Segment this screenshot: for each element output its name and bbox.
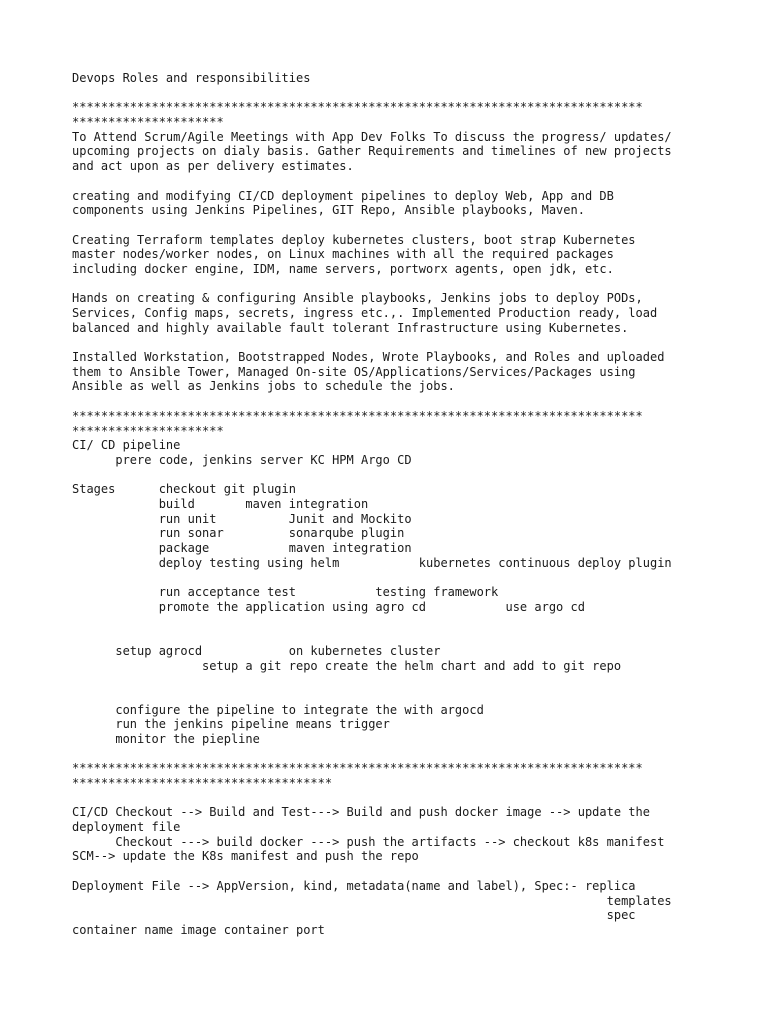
responsibility-paragraph: Hands on creating & configuring Ansible playbooks, Jenkins jobs to deploy PODs, Services, Config maps, secrets, ingress etc.,. Implemented Production ready, load balanced and highly available fault tolerant Infrastructure using Kubernetes. [72, 291, 658, 335]
stage-line: run acceptance test testing framework [72, 585, 499, 600]
responsibility-paragraph: Installed Workstation, Bootstrapped Nodes, Wrote Playbooks, and Roles and uploaded them to Ansible Tower, Managed On-site OS/Applications/Services/Packages using Ansible as well as Jenkins jobs to schedule the jobs. [72, 350, 665, 394]
stage-line: Stages checkout git plugin [72, 482, 296, 497]
separator-rule: ******************************************************************************* ************************************ [72, 761, 643, 791]
responsibility-paragraph: To Attend Scrum/Agile Meetings with App Dev Folks To discuss the progress/ updates/ upcoming projects on dialy basis. Gather Requirements and timelines of new projects and act upon as per delivery estimates. [72, 129, 672, 174]
stage-line: build maven integration [72, 496, 369, 511]
responsibility-paragraph: creating and modifying CI/CD deployment pipelines to deploy Web, App and DB components using Jenkins Pipelines, GIT Repo, Ansible playbooks, Maven. [72, 188, 614, 218]
pipeline-configure: configure the pipeline to integrate the with argocd run the jenkins pipeline means trigger monitor the piepline [72, 702, 484, 746]
pipeline-heading: CI/ CD pipeline [72, 438, 181, 453]
document-page [72, 71, 702, 938]
separator-rule: ******************************************************************************* ********************* [72, 100, 643, 130]
argocd-setup: setup agrocd on kubernetes cluster setup a git repo create the helm chart and add to git repo [72, 643, 622, 673]
stage-line: run unit Junit and Mockito [72, 511, 412, 526]
stage-line: package maven integration [72, 541, 412, 555]
document-title: Devops Roles and responsibilities [72, 71, 311, 85]
pipeline-prereq: prere code, jenkins server KC HPM Argo CD [72, 452, 412, 467]
stage-line: promote the application using agro cd use argo cd [72, 599, 585, 614]
stage-line: deploy testing using helm kubernetes continuous deploy plugin [72, 555, 672, 570]
stage-line: run sonar sonarqube plugin [72, 526, 405, 541]
separator-rule: ******************************************************************************* ********************* [72, 408, 643, 438]
responsibility-paragraph: Creating Terraform templates deploy kubernetes clusters, boot strap Kubernetes master nodes/worker nodes, on Linux machines with all the required packages including docker engine, IDM, name servers, portworx agents, open jdk, etc. [72, 232, 636, 276]
pipeline-stages [72, 482, 702, 614]
deployment-file: Deployment File --> AppVersion, kind, metadata(name and label), Spec:- replica templates spec container name image container port [72, 878, 672, 937]
cicd-flow: CI/CD Checkout --> Build and Test---> Build and push docker image --> update the deployment file Checkout ---> build docker ---> push the artifacts --> checkout k8s manifest SCM--> update the K8s manifest and push the repo [72, 805, 665, 864]
